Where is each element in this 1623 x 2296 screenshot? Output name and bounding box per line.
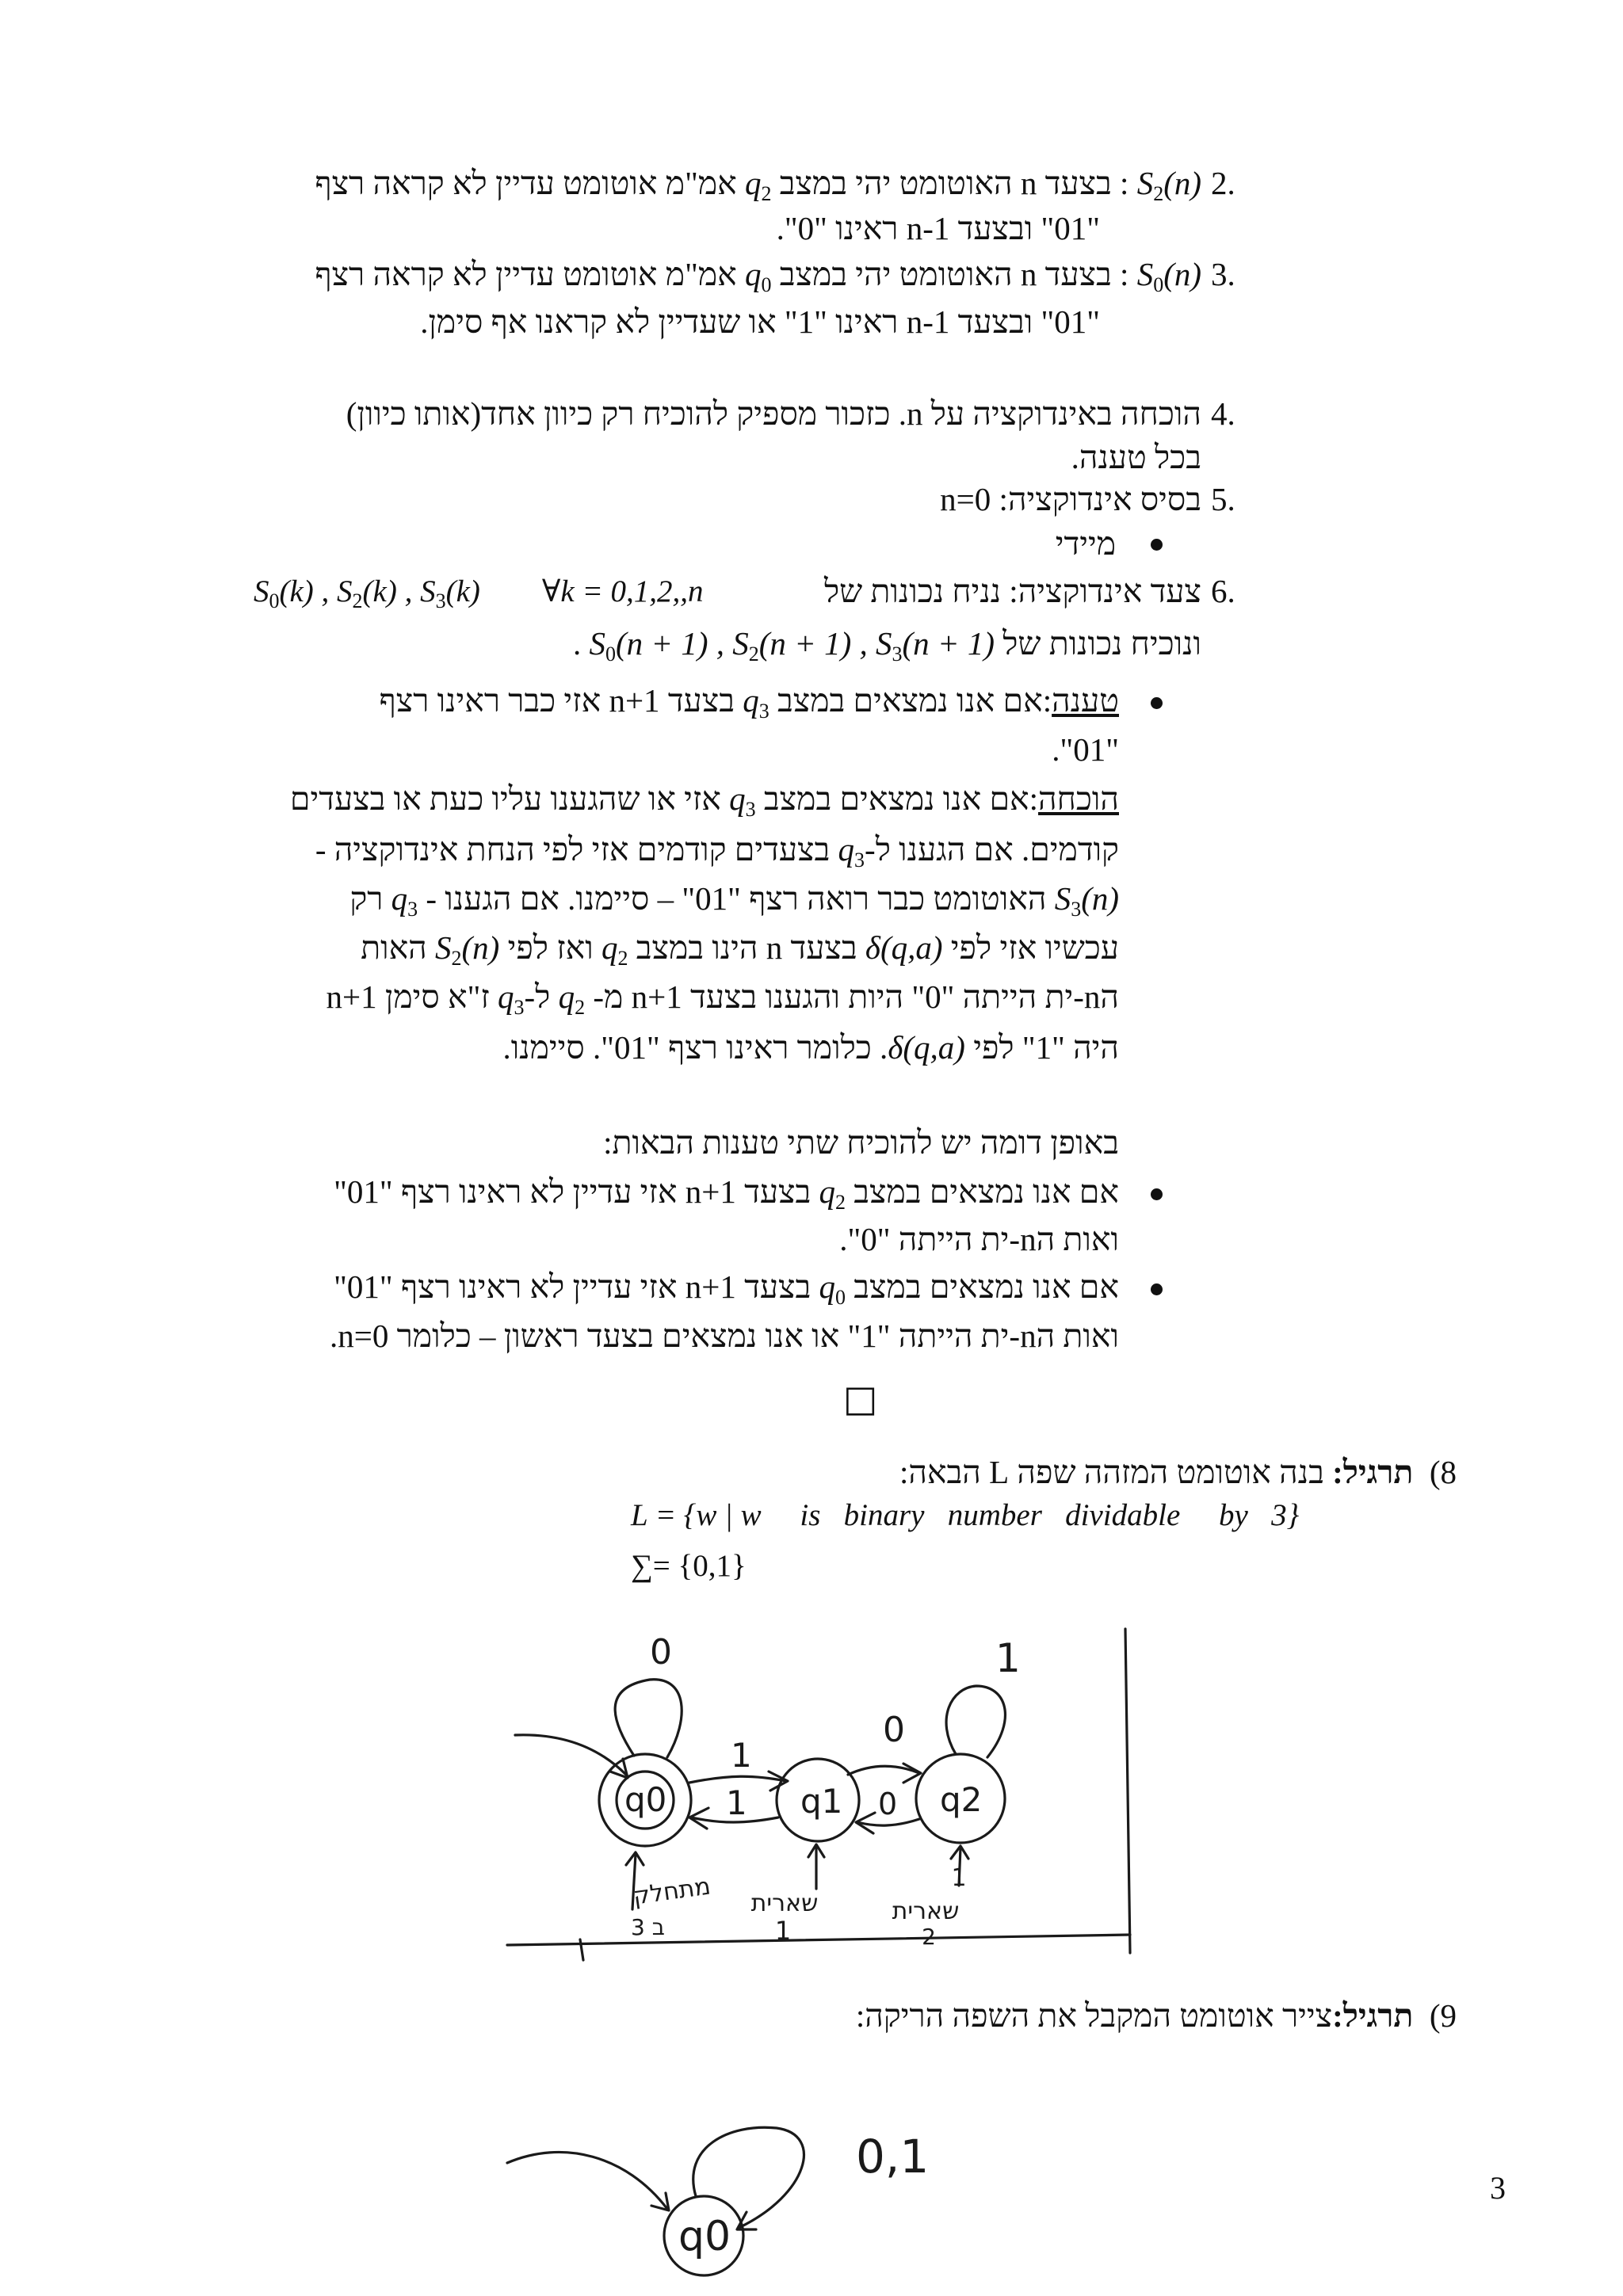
- exercise-9-heading: 9) תרגיל:צייר אוטומט המקבל את השפה הריקה:: [855, 1997, 1457, 2034]
- item-number: 2.: [1211, 165, 1235, 201]
- similar-intro: באופן דומה יש להוכיח שתי טענות הבאות:: [603, 1124, 1119, 1161]
- bullet: [1151, 539, 1163, 551]
- proof-line-2: קודמים. אם הגענו $ל-q_3$ בצעדים קודמים אזי לפי הנחת אינדוקציה -: [315, 831, 1119, 871]
- state-q2-label: q2: [940, 1780, 983, 1819]
- item-2-line-1: $S_2(n)$ : בצעד n האוטומט יהי במצב $q_2$ אמ"מ אוטומט עדיין לא קראה רצף: [315, 165, 1201, 205]
- self-loop-label: 0,1: [856, 2130, 930, 2183]
- alphabet-definition: ∑= {0,1}: [631, 1549, 747, 1583]
- edge-q0-q1: [689, 1776, 786, 1783]
- similar-bullet-2-line-2: ואות הn-ית הייתה "1" או אנו נמצאים בצעד ראשון – כלומר n=0.: [330, 1318, 1119, 1354]
- annotation-q2-mark: 1: [951, 1864, 967, 1892]
- item-6-line-1: צעד אינדוקציה: נניח נכונות של: [823, 573, 1201, 609]
- similar-bullet-2-line-1: אם אנו נמצאים במצב $q_0$ בצעד n+1 אזי עדיין לא ראינו רצף "01": [334, 1268, 1119, 1309]
- item-3-line-2: "01" ובצעד n-1 ראינו "1" או שעדיין לא קראנו אף סימן.: [420, 303, 1100, 340]
- qed-box: □: [843, 1377, 878, 1420]
- edge-q1-q2-arrowhead: [903, 1764, 921, 1783]
- item-2-line-2: "01" ובצעד n-1 ראינו "0".: [776, 210, 1100, 246]
- item-3-line-1: $S_0(n)$ : בצעד n האוטומט יהי במצב $q_0$ אמ"מ אוטומט עדיין לא קראה רצף: [315, 256, 1201, 296]
- claim-line-1: טענה:אם אנו נמצאים במצב $q_3$ בצעד n+1 אזי כבר ראינו רצף: [379, 682, 1119, 723]
- self-loop-q2: [946, 1686, 1005, 1757]
- edge-q1-q2-label: 0: [883, 1710, 905, 1750]
- edge-q1-q0-label: 1: [726, 1783, 747, 1822]
- self-loop-q2-label: 1: [995, 1635, 1021, 1681]
- annotation-q2-line-2: 2: [922, 1924, 936, 1950]
- annotation-q0-line-1: מתחלק: [631, 1872, 712, 1911]
- proof-line-5: הn-ית הייתה "0" היות והגענו בצעד n+1 מ- $q_2$ $ל-q_3$ ז"א סימן n+1: [326, 978, 1119, 1019]
- proof-line-4: עכשיו אזי לפי δ(q,a) בצעד n הינו במצב $q_2$ ואז לפי $S_2(n)$ האות: [361, 929, 1119, 970]
- item-number: 3.: [1211, 256, 1235, 292]
- self-loop-q0: [615, 1680, 682, 1757]
- item-4-line-2: בכל טענה.: [1071, 439, 1201, 475]
- proof-line-3: $S_3(n)$ האוטומט כבר רואה רצף "01" – סיימנו. אם הגענו - $q_3$ רק: [349, 880, 1119, 921]
- item-4-line-1: הוכחה באינדוקציה על n. כזכור מספיק להוכיח רק כיוון אחד(אותו כיוון): [346, 395, 1201, 432]
- item-number: 5.: [1211, 481, 1235, 517]
- item-number: 4.: [1211, 395, 1235, 432]
- frame-right-line: [1125, 1629, 1130, 1953]
- item-5-bullet-text: מיידי: [1055, 525, 1116, 562]
- edge-q2-q1-label: 0: [878, 1787, 898, 1821]
- similar-bullet-1-line-1: אם אנו נמצאים במצב $q_2$ בצעד n+1 אזי עדיין לא ראינו רצף "01": [334, 1173, 1119, 1214]
- start-arrow: [507, 2152, 667, 2209]
- bullet: [1151, 1188, 1163, 1200]
- annotation-q2-line-1: שארית: [892, 1897, 960, 1925]
- state-q0-label: q0: [678, 2213, 731, 2260]
- state-q0-label: q0: [624, 1780, 667, 1819]
- claim-line-2: "01".: [1052, 731, 1119, 768]
- bullet: [1151, 697, 1163, 709]
- annotation-q0-line-2: ב 3: [631, 1914, 665, 1940]
- annotation-q1-line-2: 1: [774, 1916, 792, 1946]
- item-6-math-1: $S_0(k)$ , $S_2(k)$ , $S_3(k)$ ∀k = 0,1,2,,n: [254, 574, 704, 612]
- frame-bottom-line: [507, 1935, 1130, 1945]
- proof-line-6: היה "1" לפי δ(q,a). כלומר ראינו רצף "01". סיימנו.: [502, 1029, 1119, 1066]
- annotation-q1-line-1: שארית: [750, 1890, 819, 1917]
- item-6-line-2: ונוכיח נכונות של $S_0(n + 1)$ , $S_2(n + 1)$ , $S_3(n + 1)$ .: [573, 625, 1201, 666]
- similar-bullet-1-line-2: ואות הn-ית הייתה "0".: [839, 1221, 1119, 1257]
- edge-q0-q1-label: 1: [731, 1736, 752, 1775]
- start-arrow: [515, 1735, 626, 1775]
- self-loop-q0-label: 0: [650, 1632, 672, 1672]
- proof-line-1: הוכחה:אם אנו נמצאים במצב $q_3$ אזי או שהגענו עליו כעת או בצעדים: [289, 780, 1119, 821]
- dfa-diagram-divisible-by-3: [491, 1624, 1141, 1997]
- page-number: 3: [1490, 2170, 1506, 2206]
- bullet: [1151, 1283, 1163, 1295]
- dfa-diagram-empty-language: [491, 2107, 935, 2282]
- state-q1-label: q1: [800, 1782, 843, 1821]
- item-number: 6.: [1211, 573, 1235, 609]
- language-definition: L = {w | w is binary number dividable by 3}: [631, 1498, 1300, 1532]
- exercise-8-heading: 8) תרגיל: בנה אוטומט המזהה שפה L הבאה:: [899, 1454, 1457, 1490]
- item-5-line-1: בסיס אינדוקציה: n=0: [940, 481, 1201, 517]
